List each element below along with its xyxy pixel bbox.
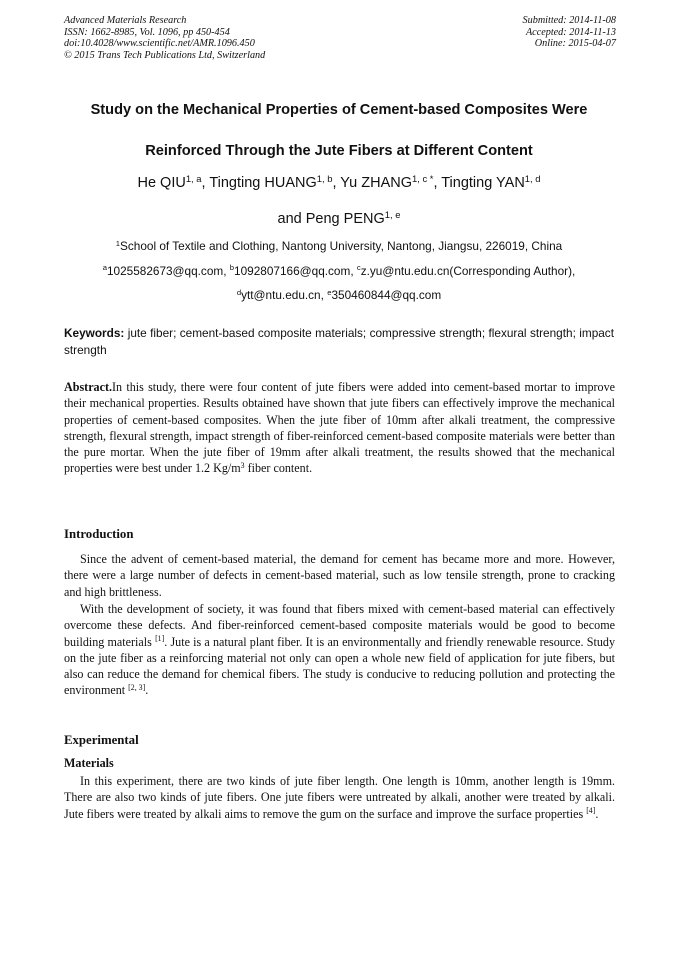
materials-paragraph [64, 773, 615, 822]
submission-dates [523, 15, 616, 50]
email-mark: a [102, 263, 107, 273]
email-mark: c [356, 263, 361, 273]
author-affiliation-mark: 1, a [185, 172, 202, 184]
email-mark: e [327, 287, 332, 297]
author-line-2 [40, 201, 638, 237]
accepted-date: Accepted: 2014-11-13 [525, 26, 616, 38]
citation-link[interactable]: [1] [155, 634, 165, 644]
paragraph-text: In this experiment, there are two kinds of jute fiber length. One length is 10mm, another length is 19mm. There are also two kinds of jute fibers. One jute fibers were untreated by alkali, another were treated by alkali. Jute fibers were treated by alkali aims to remove the gum on the surface and improve the surface properties [64, 774, 615, 821]
affiliation-text: School of Textile and Clothing, Nantong University, Nantong, Jiangsu, 226019, China [120, 239, 563, 253]
paragraph-text: . [595, 806, 599, 821]
unit-superscript: 3 [240, 461, 245, 471]
author-affiliation-mark: 1, e [384, 208, 401, 220]
keywords-label: Keywords: [64, 326, 125, 340]
email-line-2 [40, 283, 638, 308]
title-line-1: Study on the Mechanical Properties of Cement-based Composites Were [90, 102, 588, 118]
journal-name: Advanced Materials Research [64, 15, 187, 26]
paper-title [40, 90, 638, 172]
affiliation-mark: 1 [115, 238, 121, 248]
author-line-1: He QIU$^{1, a}$, Tingting HUANG$^{1, b}$, Yu $ZHANG^{1, c *}$, Tingting YAN$^{1, d}$ [137, 172, 541, 191]
author-name: He QIU [137, 175, 186, 191]
abstract-text: In this study, there were four content of jute fibers were added into cement-based mortar to improve their mechanical properties. Results obtained have shown that jute fibers can effectively improve the mechanical properties of cement-based composites. When the jute fiber of 10mm after alkali treatment, the compressive strength, flexural strength, impact strength of fiber-reinforced cement-based composite materials were better than the pure mortar. When the jute fiber of 19mm after alkali treatment, the results showed that the mechanical properties were best under 1.2 Kg/m [64, 380, 615, 476]
abstract-label: Abstract. [64, 380, 113, 394]
author-name: Tingting YAN [441, 175, 525, 191]
email-link[interactable]: ytt@ntu.edu.cn, [241, 288, 328, 302]
submitted-date: Submitted: 2014-11-08 [522, 15, 616, 26]
citation-link[interactable]: [4] [586, 806, 596, 816]
paragraph-text: . Jute is a natural plant fiber. It is an environmentally and friendly renewable resource. Study on the jute fiber as a reinforcing material not only can open a whole new field of application for jute fibers, but also can reduce the demand for chemical fibers. The study is conducive to reducing pollution and protecting the environment [64, 634, 616, 698]
email-mark: d [236, 287, 242, 297]
email-link[interactable]: 1092807166@qq.com, [234, 263, 357, 278]
abstract [64, 379, 615, 477]
email-line-1 [40, 259, 638, 284]
online-date: Online: 2015-04-07 [534, 38, 616, 50]
affiliation-line [40, 234, 638, 259]
abstract-tail: fiber content. [244, 461, 313, 476]
experimental-heading: Experimental [64, 733, 139, 747]
journal-metadata [64, 15, 265, 61]
paragraph-text: . [145, 683, 149, 698]
journal-copyright: © 2015 Trans Tech Publications Ltd, Switzerland [64, 49, 266, 61]
materials-subheading: Materials [64, 756, 114, 770]
citation-link[interactable]: [2, 3] [128, 683, 146, 693]
author-list [40, 165, 638, 237]
email-mark: b [229, 263, 235, 273]
author-name: and Peng PENG [277, 211, 385, 227]
paragraph-text: With the development of society, it was found that fibers mixed with cement-based material can effectively overcome these defects. And fiber-reinforced cement-based composite materials would be good to become building materials [64, 602, 615, 649]
introduction-paragraph-1: Since the advent of cement-based material, the demand for cement has became more and more. However, there were a large number of defects in cement-based material, such as low tensile strength, prone to cracking and high brittleness. [64, 552, 615, 599]
introduction-heading: Introduction [64, 527, 134, 541]
keywords [64, 325, 614, 359]
author-name: Yu ZHANG [340, 175, 412, 191]
author-affiliation-mark: 1, d [524, 172, 541, 184]
journal-issn: ISSN: 1662-8985, Vol. 1096, pp 450-454 [64, 26, 230, 38]
email-link[interactable]: 1025582673@qq.com, [106, 263, 230, 278]
title-line-2: Reinforced Through the Jute Fibers at Different Content [145, 143, 533, 159]
affiliations [40, 234, 638, 308]
email-link[interactable]: z.yu@ntu.edu.cn(Corresponding Author), [360, 263, 576, 278]
journal-doi[interactable]: doi:10.4028/www.scientific.net/AMR.1096.450 [64, 38, 255, 50]
email-link[interactable]: 350460844@qq.com [331, 288, 442, 302]
author-affiliation-mark: 1, b [316, 172, 333, 184]
author-name: Tingting HUANG [209, 175, 317, 191]
keywords-text: jute fiber; cement-based composite materials; compressive strength; flexural strength; impact strength [64, 326, 614, 357]
introduction-paragraph-2 [64, 601, 615, 699]
author-affiliation-mark: 1, c * [412, 172, 434, 184]
